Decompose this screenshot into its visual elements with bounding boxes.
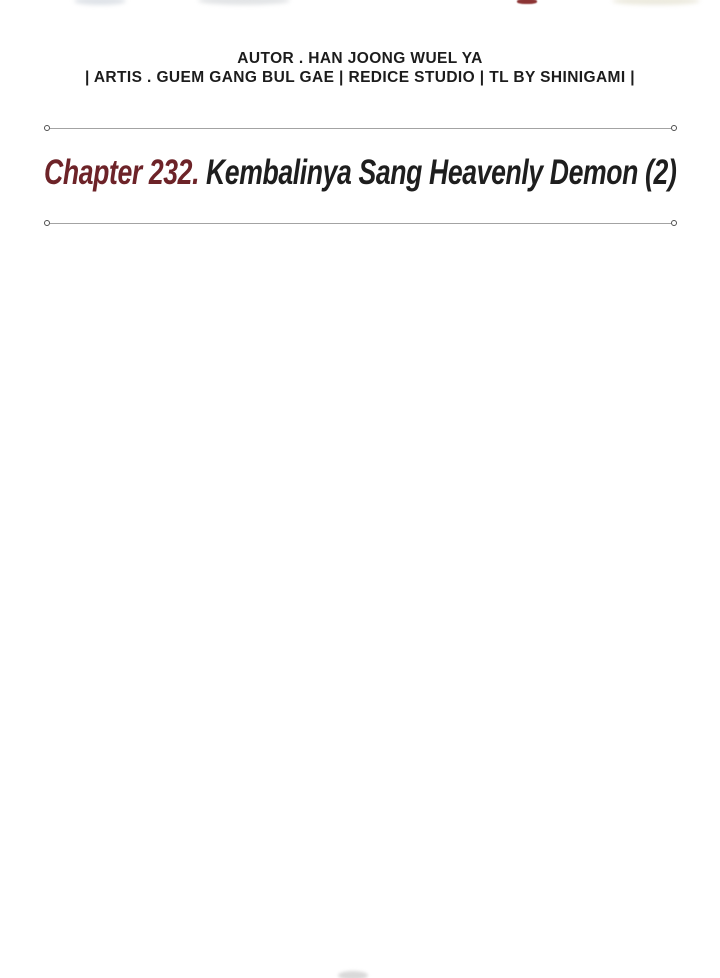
credits-block [0, 50, 720, 87]
chapter-number: Chapter 232. [44, 153, 200, 192]
credits-line-author: AUTOR . HAN JOONG WUEL YA [237, 50, 483, 67]
cutoff-red-text-remnant [517, 0, 537, 4]
chapter-title: Kembalinya Sang Heavenly Demon (2) [205, 153, 677, 192]
divider-top [44, 124, 677, 132]
divider-line [50, 223, 671, 224]
divider-bottom [44, 219, 677, 227]
cutoff-artwork-remnant [338, 971, 368, 978]
cutoff-artwork-remnant [198, 0, 290, 5]
chapter-heading [44, 149, 676, 197]
divider-line [50, 128, 671, 129]
credits-line-artist-studio: | ARTIS . GUEM GANG BUL GAE | REDICE STUDIO | TL BY SHINIGAMI | [84, 68, 636, 86]
cutoff-artwork-remnant [612, 0, 700, 5]
divider-endpoint-ring-icon [671, 125, 677, 131]
cutoff-artwork-remnant [74, 0, 126, 5]
divider-endpoint-ring-icon [671, 220, 677, 226]
